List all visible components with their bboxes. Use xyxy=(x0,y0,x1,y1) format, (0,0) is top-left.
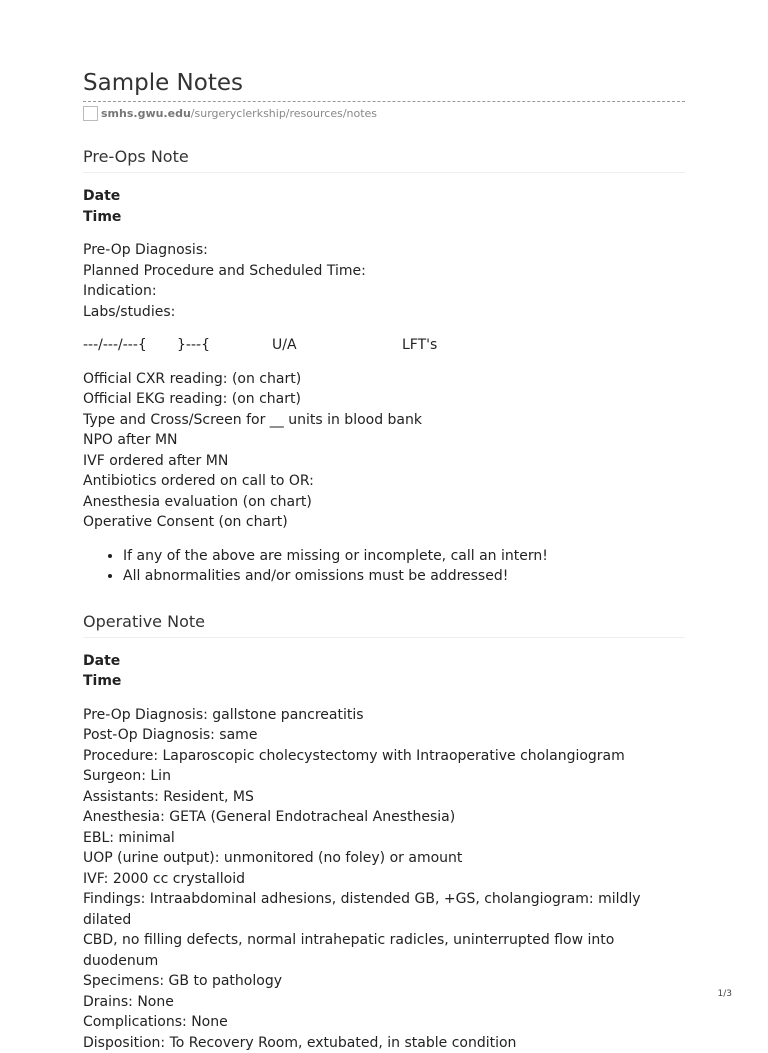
checklist-item: IVF ordered after MN xyxy=(83,451,685,472)
preop-date-label: Date xyxy=(83,186,685,207)
operative-field: Pre-Op Diagnosis: gallstone pancreatitis xyxy=(83,705,685,726)
operative-field: IVF: 2000 cc crystalloid xyxy=(83,869,685,890)
labs-ua: U/A xyxy=(272,335,402,356)
checklist-item: NPO after MN xyxy=(83,430,685,451)
operative-field: EBL: minimal xyxy=(83,828,685,849)
operative-fields xyxy=(83,705,685,1053)
source-url[interactable] xyxy=(83,105,685,122)
labs-lfts: LFT's xyxy=(402,335,437,356)
operative-heading: Operative Note xyxy=(83,611,685,638)
checklist-item: Operative Consent (on chart) xyxy=(83,512,685,533)
operative-field: Disposition: To Recovery Room, extubated, in stable condition xyxy=(83,1033,685,1053)
bullet-item: • All abnormalities and/or omissions must be addressed! xyxy=(123,566,685,587)
preop-fields xyxy=(83,240,685,322)
operative-field: Findings: Intraabdominal adhesions, distended GB, +GS, cholangiogram: mildly dilated xyxy=(83,889,685,930)
labs-bmp: }---{ xyxy=(177,335,272,356)
operative-field: Procedure: Laparoscopic cholecystectomy with Intraoperative cholangiogram xyxy=(83,746,685,767)
preop-checklist xyxy=(83,369,685,533)
operative-date-label: Date xyxy=(83,651,685,672)
operative-field: Assistants: Resident, MS xyxy=(83,787,685,808)
checklist-item: Official EKG reading: (on chart) xyxy=(83,389,685,410)
preop-field: Indication: xyxy=(83,281,685,302)
operative-field: Complications: None xyxy=(83,1012,685,1033)
operative-field: Anesthesia: GETA (General Endotracheal Anesthesia) xyxy=(83,807,685,828)
title-divider xyxy=(83,100,685,102)
checklist-item: Type and Cross/Screen for __ units in blood bank xyxy=(83,410,685,431)
page-title: Sample Notes xyxy=(83,66,685,100)
link-icon xyxy=(83,106,98,121)
operative-field: UOP (urine output): unmonitored (no foley) or amount xyxy=(83,848,685,869)
checklist-item: Antibiotics ordered on call to OR: xyxy=(83,471,685,492)
operative-time-label: Time xyxy=(83,671,685,692)
source-domain[interactable]: smhs.gwu.edu xyxy=(101,107,191,120)
preop-heading: Pre-Ops Note xyxy=(83,146,685,173)
operative-field: CBD, no filling defects, normal intrahepatic radicles, uninterrupted flow into duodenum xyxy=(83,930,685,971)
operative-field: Surgeon: Lin xyxy=(83,766,685,787)
bullet-item: • If any of the above are missing or incomplete, call an intern! xyxy=(123,546,685,567)
preop-field: Labs/studies: xyxy=(83,302,685,323)
checklist-item: Official CXR reading: (on chart) xyxy=(83,369,685,390)
preop-field: Planned Procedure and Scheduled Time: xyxy=(83,261,685,282)
operative-field: Specimens: GB to pathology xyxy=(83,971,685,992)
page-number: 1/3 xyxy=(718,989,732,999)
operative-datetime xyxy=(83,651,685,692)
labs-cbc: ---/---/---{ xyxy=(83,335,177,356)
preop-datetime xyxy=(83,186,685,227)
operative-field: Drains: None xyxy=(83,992,685,1013)
preop-bullets xyxy=(83,546,685,587)
preop-time-label: Time xyxy=(83,207,685,228)
document-page xyxy=(83,66,685,1053)
labs-row xyxy=(83,335,685,356)
checklist-item: Anesthesia evaluation (on chart) xyxy=(83,492,685,513)
preop-field: Pre-Op Diagnosis: xyxy=(83,240,685,261)
operative-field: Post-Op Diagnosis: same xyxy=(83,725,685,746)
source-path[interactable]: /surgeryclerkship/resources/notes xyxy=(191,107,377,120)
